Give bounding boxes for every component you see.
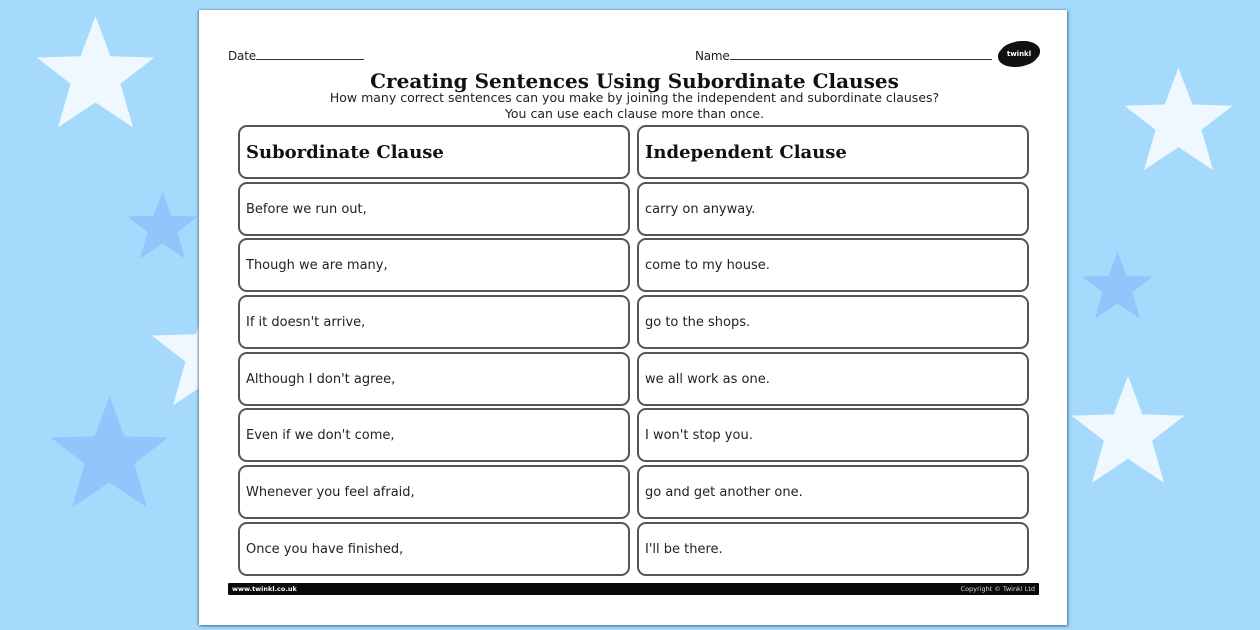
clause-card: go to the shops. [637, 295, 1029, 349]
footer-bar [228, 583, 1039, 595]
clause-card: I'll be there. [637, 522, 1029, 576]
clause-card: carry on anyway. [637, 182, 1029, 236]
logo-text: twinkl [1006, 50, 1032, 58]
star-light-top-right-icon [1121, 62, 1236, 177]
name-field [695, 48, 992, 63]
star-dark-bottom-left-icon [47, 390, 172, 515]
clause-card: we all work as one. [637, 352, 1029, 406]
worksheet-page [199, 10, 1067, 625]
column-header-independent: Independent Clause [637, 125, 1029, 179]
clause-card: Even if we don't come, [238, 408, 630, 462]
clause-card: Once you have finished, [238, 522, 630, 576]
star-dark-mid-right-icon [1080, 248, 1155, 323]
name-line[interactable] [730, 48, 992, 60]
clause-card: Whenever you feel afraid, [238, 465, 630, 519]
instructions-line-2: You can use each clause more than once. [504, 106, 765, 121]
instructions-line-1: How many correct sentences can you make by joining the independent and subordinate clauses? [329, 90, 940, 105]
clause-card: Though we are many, [238, 238, 630, 292]
clause-card: come to my house. [637, 238, 1029, 292]
clause-card: go and get another one. [637, 465, 1029, 519]
date-field [228, 48, 364, 63]
clause-card: If it doesn't arrive, [238, 295, 630, 349]
footer-website: www.twinkl.co.uk [232, 585, 297, 593]
date-line[interactable] [256, 48, 364, 60]
worksheet-title: Creating Sentences Using Subordinate Clauses [370, 69, 899, 93]
footer-copyright: Copyright © Twinkl Ltd [960, 585, 1035, 593]
date-label: Date [228, 49, 256, 63]
star-light-bottom-right-icon [1068, 370, 1188, 490]
twinkl-logo-icon [1000, 42, 1038, 66]
star-light-top-left-icon [33, 10, 158, 135]
column-header-subordinate: Subordinate Clause [238, 125, 630, 179]
clause-card: Although I don't agree, [238, 352, 630, 406]
clause-card: I won't stop you. [637, 408, 1029, 462]
clause-card: Before we run out, [238, 182, 630, 236]
name-label: Name [695, 49, 730, 63]
star-dark-mid-left-icon [125, 188, 200, 263]
